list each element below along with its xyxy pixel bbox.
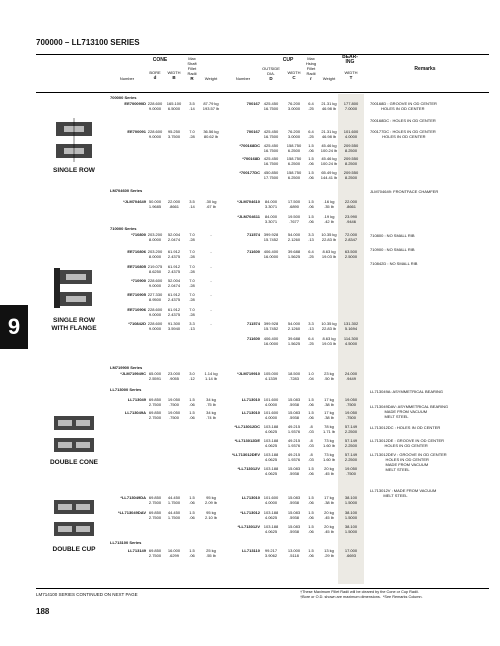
bearing-width-cell: 57.149 2.2500 <box>344 424 358 434</box>
cone-weight-cell: - <box>210 232 212 237</box>
outside-diameter-cell: 105.000 4.1339 <box>263 371 279 381</box>
bearing-width-cell: 177.800 7.0000 <box>343 101 359 111</box>
bearing-width-cell: 38.100 1.5000 <box>344 495 358 505</box>
cone-weight-cell: - <box>210 278 212 283</box>
housing-fillet-cell: 1.5 .06 <box>308 143 314 153</box>
bore-cell: 69.850 2.7500 <box>148 410 162 420</box>
outside-diameter-cell: 84.000 3.3071 <box>264 199 278 209</box>
shaft-fillet-cell: 3.5 .14 <box>189 101 195 111</box>
cup-weight-cell: 73 kg 1.60 lb <box>322 438 335 448</box>
cup-number-cell: LL713010 <box>241 397 260 402</box>
cone-weight-cell: - <box>210 321 212 326</box>
housing-fillet-cell: .8 .03 <box>308 424 314 434</box>
cup-weight-cell: .19 kg .42 lb <box>323 214 335 224</box>
cup-weight-cell: 21.31 kg 46.98 lb <box>321 101 337 111</box>
remark-text: LL713049DAV: ASYMMETRICAL BEARING MADE FROM VACUUM MELT STEEL <box>370 404 449 419</box>
cone-weight-cell: 34 kg .75 lb <box>206 397 216 407</box>
housing-fillet-cell: 1.5 .06 <box>308 170 314 180</box>
cup-weight-cell: 8.63 kg 19.03 lb <box>321 336 337 346</box>
housing-fillet-cell: 1.5 .06 <box>308 397 314 407</box>
cup-weight-cell: 17 kg .38 lb <box>324 397 334 407</box>
remark-text: 710900 : NO SMALL RIB <box>370 247 415 252</box>
shaft-fillet-cell: 7.0 .28 <box>189 292 195 302</box>
cup-width-cell: 54.000 2.1260 <box>287 321 301 331</box>
remark-text: LL713049A: ASYMMETRICAL BEARING <box>370 389 443 394</box>
cone-number-cell: *710800 <box>131 232 146 237</box>
bearing-width-cell: 131.302 5.1694 <box>343 321 359 331</box>
bearing-width-cell: 209.550 8.2500 <box>343 170 359 180</box>
cup-width-cell: 49.215 1.9376 <box>287 438 301 448</box>
bore-header: BORE d <box>149 70 161 80</box>
cup-weight-cell: 45.46 kg 100.24 lb <box>320 143 338 153</box>
shaft-fillet-cell: 7.0 .28 <box>189 129 195 139</box>
cup-number-cell: *JLM719910 <box>237 371 260 376</box>
cone-width-cell: 44.450 1.7500 <box>167 495 181 505</box>
cup-number-cell: *LL713012V <box>237 466 260 471</box>
outside-diameter-cell: 450.850 17.7500 <box>263 170 279 180</box>
bore-cell: 227.330 8.9500 <box>147 292 163 302</box>
outside-diameter-cell: 101.600 4.0000 <box>263 495 279 505</box>
series-heading: LL713100 Series <box>110 540 142 545</box>
shaft-fillet-cell: 7.0 .28 <box>189 249 195 259</box>
cup-width-cell: 15.083 .5938 <box>287 397 301 407</box>
cone-number-cell: *710842D <box>128 321 146 326</box>
single-row-flange-bearing-illustration <box>52 266 96 310</box>
cup-number-cell: *JLM704611 <box>237 214 260 219</box>
housing-fillet-cell: 1.5 .06 <box>308 466 314 476</box>
cone-width-cell: 91.300 3.5940 <box>167 321 181 331</box>
remark-text: 700168DC : HOLES IN OD CENTER <box>370 118 436 123</box>
cup-number-cell: *LL713012DEV <box>231 452 260 457</box>
outside-diameter-cell: 103.188 4.0625 <box>263 452 279 462</box>
cup-weight-cell: 10.35 kg 22.83 lb <box>321 232 337 242</box>
cone-width-cell: 52.004 2.0474 <box>167 232 181 242</box>
cup-number-cell: 700167 <box>246 101 260 106</box>
outside-diameter-cell: 103.188 4.0625 <box>263 510 279 520</box>
outside-diameter-cell: 399.928 15.7452 <box>263 232 279 242</box>
remark-text: 710800 : NO SMALL RIB <box>370 233 415 238</box>
cone-width-cell: 61.912 2.4375 <box>167 264 181 274</box>
cup-number-cell: *LL713012DC <box>234 424 260 429</box>
shaft-fillet-cell: 7.0 .28 <box>189 307 195 317</box>
cup-number-cell: *700168D <box>242 156 260 161</box>
bearing-width-cell: 24.000 .9449 <box>344 371 358 381</box>
cup-weight-cell: 78 kg 1.71 lb <box>322 424 335 434</box>
bearing-width-cell: 19.050 .7500 <box>344 410 358 420</box>
shaft-fillet-cell: 3.3 .13 <box>189 321 195 331</box>
bore-cell: 50.000 1.9685 <box>148 199 162 209</box>
bearing-width-cell: 209.550 8.2500 <box>343 156 359 166</box>
cone-number-cell: *JLM719949C <box>120 371 146 376</box>
remark-text: 700168D : GROOVE IN OD CENTER HOLES IN OD CENTER <box>370 101 437 111</box>
cup-width-cell: 158.750 6.2500 <box>286 156 302 166</box>
bore-cell: 69.850 2.7500 <box>148 495 162 505</box>
remark-text: LL713012DEV : GROOVE IN OD CENTER HOLES IN OD CENTER MADE FROM VACUUM MELT STEEL <box>370 452 447 472</box>
cone-width-cell: 61.912 2.4375 <box>167 249 181 259</box>
shaft-fillet-cell: 1.5 .06 <box>189 548 195 558</box>
housing-fillet-cell: 6.4 .25 <box>308 336 314 346</box>
cone-number-cell: EE710906 <box>127 307 146 312</box>
header-bottom-rule <box>36 92 489 93</box>
bore-cell: 65.000 2.5591 <box>148 371 162 381</box>
double-cup-bearing-illustration <box>52 498 96 538</box>
cone-width-cell: 44.450 1.7500 <box>167 510 181 520</box>
cone-weight-cell: - <box>210 264 212 269</box>
cone-number-cell: EE700090D <box>124 101 146 106</box>
housing-fillet-cell: 1.5 .06 <box>308 199 314 209</box>
cup-number-cell: *LL713012DE <box>234 438 260 443</box>
cone-weight-header: Weight <box>204 76 218 81</box>
cup-number-cell: *LL713012V <box>237 524 260 529</box>
cone-weight-cell: 87.79 kg 193.57 lb <box>202 101 220 111</box>
cone-number-cell: *JLM704649 <box>123 199 146 204</box>
cone-weight-cell: 95 kg 2.10 lb <box>204 510 217 520</box>
housing-fillet-cell: 3.3 .13 <box>308 321 314 331</box>
cup-number-cell: LL713010 <box>241 410 260 415</box>
shaft-fillet-cell: 7.0 .28 <box>189 264 195 274</box>
cone-number-cell: EE700091 <box>127 129 146 134</box>
bearing-width-cell: 57.149 2.2500 <box>344 452 358 462</box>
cone-weight-cell: - <box>210 292 212 297</box>
bore-cell: 69.850 2.7500 <box>148 397 162 407</box>
housing-fillet-cell: 3.3 .13 <box>308 232 314 242</box>
cone-weight-cell: 36.56 kg 80.62 lb <box>203 129 219 139</box>
bore-cell: 69.850 2.7500 <box>148 510 162 520</box>
bearing-width-cell: 72.000 2.8347 <box>344 232 358 242</box>
cone-width-cell: 95.250 3.7500 <box>167 129 181 139</box>
bearing-width-cell: 17.000 .6693 <box>344 548 358 558</box>
bearing-width-cell: 101.600 4.0000 <box>343 129 359 139</box>
outside-diameter-cell: 101.600 4.0000 <box>263 397 279 407</box>
cup-width-cell: 15.083 .5938 <box>287 510 301 520</box>
outside-diameter-cell: 406.400 16.0000 <box>263 249 279 259</box>
outside-diameter-cell: 84.000 3.3071 <box>264 214 278 224</box>
cup-width-cell: 158.750 6.2500 <box>286 170 302 180</box>
outside-diameter-cell: 103.188 4.0625 <box>263 466 279 476</box>
housing-fillet-cell: 1.5 .06 <box>308 214 314 224</box>
bearing-group-header: BEAR- ING <box>342 54 358 65</box>
cup-width-cell: 15.083 .5938 <box>287 495 301 505</box>
footer-rule <box>36 588 489 589</box>
outside-diameter-cell: 406.400 16.0000 <box>263 336 279 346</box>
housing-fillet-header: Max Hsing Fillet Radii r <box>305 56 317 81</box>
outside-diameter-cell: 425.450 16.7500 <box>263 101 279 111</box>
od-header: OUTSIDE DIA. D <box>262 66 280 81</box>
cup-number-cell: LL713010 <box>241 495 260 500</box>
shaft-fillet-cell: 7.0 .28 <box>189 278 195 288</box>
cup-weight-cell: 17 kg .38 lb <box>324 410 334 420</box>
remark-text: LL713012V : MADE FROM VACUUM MELT STEEL <box>370 488 437 498</box>
cup-number-header: Number <box>235 76 251 81</box>
cone-number-cell: LL713049 <box>127 397 146 402</box>
outside-diameter-cell: 103.188 4.0625 <box>263 424 279 434</box>
outside-diameter-cell: 103.188 4.0625 <box>263 438 279 448</box>
housing-fillet-cell: 6.4 .25 <box>308 101 314 111</box>
cup-weight-cell: 20 kg .45 lb <box>324 510 334 520</box>
cup-width-cell: 39.688 1.5625 <box>287 249 301 259</box>
section-label-double-cup: DOUBLE CUP <box>52 546 96 553</box>
cup-weight-header: Weight <box>322 76 336 81</box>
cup-width-cell: 49.215 1.9376 <box>287 452 301 462</box>
bearing-width-cell: 114.300 4.5000 <box>343 336 359 346</box>
cone-weight-cell: 34 kg .74 lb <box>206 410 216 420</box>
bore-cell: 203.200 8.0000 <box>147 232 163 242</box>
shaft-fillet-header: Max Shaft Fillet Radii R <box>187 56 197 81</box>
cup-weight-cell: 17 kg .38 lb <box>324 495 334 505</box>
cup-group-header: CUP <box>282 57 294 63</box>
cup-weight-cell: 23 kg .50 lb <box>324 371 334 381</box>
cone-weight-cell: - <box>210 249 212 254</box>
section-label-single-row: SINGLE ROW <box>53 167 95 174</box>
bearing-width-header: WIDTH T <box>344 70 358 80</box>
remark-text: LL713012DC : HOLES IN OD CENTER <box>370 425 441 430</box>
cone-width-cell: 19.050 .7500 <box>167 410 181 420</box>
cup-weight-cell: 65.49 kg 144.41 lb <box>320 170 338 180</box>
bore-cell: 228.600 9.0000 <box>147 307 163 317</box>
cone-group-header: CONE <box>152 57 168 63</box>
shaft-fillet-cell: 3.5 .14 <box>189 199 195 209</box>
bore-cell: 219.075 8.6250 <box>147 264 163 274</box>
cup-width-cell: 13.000 .5118 <box>287 548 301 558</box>
cup-number-cell: *700168DC <box>239 143 260 148</box>
housing-fillet-cell: 1.5 .06 <box>308 495 314 505</box>
outside-diameter-cell: 101.600 4.0000 <box>263 410 279 420</box>
outside-diameter-cell: 103.188 4.0625 <box>263 524 279 534</box>
outside-diameter-cell: 399.928 15.7452 <box>263 321 279 331</box>
cone-weight-cell: 1.14 kg 1.14 lb <box>204 371 218 381</box>
cup-weight-cell: 10.35 kg 22.83 lb <box>321 321 337 331</box>
cup-weight-cell: 45.46 kg 100.24 lb <box>320 156 338 166</box>
outside-diameter-cell: 99.217 3.9062 <box>264 548 278 558</box>
bearing-width-cell: 19.050 .7500 <box>344 466 358 476</box>
cup-weight-cell: 20 kg .45 lb <box>324 466 334 476</box>
shaft-fillet-cell: 1.5 .06 <box>189 510 195 520</box>
shaft-fillet-cell: 7.0 .28 <box>189 232 195 242</box>
cone-number-cell: EE710806 <box>127 249 146 254</box>
remark-text: 700177DC : HOLES IN OD CENTER HOLES IN OD CENTER <box>370 129 436 139</box>
shaft-fillet-cell: 1.5 .06 <box>189 495 195 505</box>
housing-fillet-cell: 1.5 .06 <box>308 510 314 520</box>
cup-width-cell: 17.500 .6890 <box>287 199 301 209</box>
section-tab: 9 <box>0 305 28 349</box>
cup-width-cell: 18.500 .7283 <box>287 371 301 381</box>
page-number: 188 <box>36 607 50 616</box>
bearing-width-cell: 22.000 .8661 <box>344 199 358 209</box>
cone-weight-cell: 95 kg 2.09 lb <box>204 495 217 505</box>
footnotes: †These Maximum Fillet Radii will be cleared by the Cone or Cup Radii. †Bore or O.D. shown are maximum dimensions. *See Remarks Column. <box>300 590 423 599</box>
cup-width-header: WIDTH C <box>287 70 301 80</box>
cone-width-cell: 19.050 .7500 <box>167 397 181 407</box>
width-header: WIDTH B <box>167 70 181 80</box>
shaft-fillet-cell: 3.0 .12 <box>189 371 195 381</box>
cone-width-cell: 165.100 6.5000 <box>166 101 182 111</box>
bore-cell: 228.600 9.0000 <box>147 321 163 331</box>
section-label-single-row-flange: SINGLE ROW WITH FLANGE <box>51 317 97 332</box>
cup-number-cell: 711600 <box>246 249 260 254</box>
cone-number-cell: EE710805 <box>127 264 146 269</box>
cup-number-cell: *700177DC <box>239 170 260 175</box>
cup-width-cell: 49.215 1.9376 <box>287 424 301 434</box>
cone-width-cell: 61.912 2.4375 <box>167 307 181 317</box>
cup-weight-cell: .16 kg .35 lb <box>323 199 335 209</box>
bearing-width-cell: 38.100 1.5000 <box>344 524 358 534</box>
cone-width-cell: 22.000 .8661 <box>167 199 181 209</box>
cup-weight-cell: 73 kg 1.60 lb <box>322 452 335 462</box>
cone-weight-cell: .30 kg .67 lb <box>205 199 217 209</box>
double-cone-bearing-illustration <box>52 414 96 454</box>
outside-diameter-cell: 425.450 16.7500 <box>263 129 279 139</box>
cup-number-cell: *LL713012 <box>240 510 260 515</box>
cup-number-cell: 711574 <box>246 232 260 237</box>
cone-number-header: Number <box>119 76 135 81</box>
cone-width-cell: 61.912 2.4375 <box>167 292 181 302</box>
cone-number-cell: EE710905 <box>127 292 146 297</box>
page-title: 700000 – LL713100 SERIES <box>36 38 140 47</box>
cup-width-cell: 39.688 1.5625 <box>287 336 301 346</box>
cup-width-cell: 19.500 .7677 <box>287 214 301 224</box>
bearing-width-cell: 209.550 8.2500 <box>343 143 359 153</box>
housing-fillet-cell: 1.5 .06 <box>308 156 314 166</box>
series-heading: LM719900 Series <box>110 365 143 370</box>
bore-cell: 228.600 9.0000 <box>147 129 163 139</box>
series-heading: 700000 Series <box>110 95 137 100</box>
cone-number-cell: LL713149 <box>127 548 146 553</box>
remark-text: JLM704649: FRONTFACE CHAMFER <box>370 189 439 194</box>
single-row-bearing-illustration <box>52 118 96 162</box>
header-top-rule <box>36 54 489 55</box>
cone-width-cell: 23.000 .9055 <box>167 371 181 381</box>
housing-fillet-cell: 1.0 .04 <box>308 371 314 381</box>
cup-width-cell: 158.750 6.2500 <box>286 143 302 153</box>
cup-width-cell: 76.200 3.0000 <box>287 129 301 139</box>
cup-number-cell: 700167 <box>246 129 260 134</box>
bearing-width-cell: 23.990 .9446 <box>344 214 358 224</box>
cup-width-cell: 54.000 2.1260 <box>287 232 301 242</box>
shaft-fillet-cell: 1.5 .06 <box>189 397 195 407</box>
bore-cell: 228.600 9.0000 <box>147 278 163 288</box>
cone-number-cell: *LL713049DAV <box>118 510 146 515</box>
cup-width-cell: 15.083 .5938 <box>287 466 301 476</box>
outside-diameter-cell: 425.450 16.7500 <box>263 156 279 166</box>
cone-number-cell: *710900 <box>131 278 146 283</box>
cup-width-cell: 15.083 .5938 <box>287 524 301 534</box>
cup-weight-cell: 20 kg .45 lb <box>324 524 334 534</box>
bore-cell: 203.200 8.0000 <box>147 249 163 259</box>
bore-cell: 69.850 2.7500 <box>148 548 162 558</box>
bearing-width-cell: 19.050 .7500 <box>344 397 358 407</box>
cone-number-cell: *LL713049DA <box>120 495 146 500</box>
series-heading: LM704600 Series <box>110 188 143 193</box>
housing-fillet-cell: 1.5 .06 <box>308 410 314 420</box>
cone-width-cell: 52.004 2.0474 <box>167 278 181 288</box>
remark-text: LL713012DE : GROOVE IN OD CENTER HOLES IN OD CENTER <box>370 438 445 448</box>
cup-weight-cell: 8.63 kg 19.03 lb <box>321 249 337 259</box>
cup-weight-cell: 21.31 kg 46.98 lb <box>321 129 337 139</box>
cone-weight-cell: - <box>210 307 212 312</box>
outside-diameter-cell: 425.450 16.7500 <box>263 143 279 153</box>
cone-width-cell: 16.000 .6299 <box>167 548 181 558</box>
shaft-fillet-cell: 1.5 .06 <box>189 410 195 420</box>
cup-number-cell: *JLM704610 <box>237 199 260 204</box>
cone-number-cell: LL713049A <box>124 410 146 415</box>
housing-fillet-cell: 6.4 .25 <box>308 249 314 259</box>
housing-fillet-cell: 6.4 .25 <box>308 129 314 139</box>
continued-note: LM714100 SERIES CONTINUED ON NEXT PAGE <box>36 592 138 597</box>
cup-width-cell: 15.083 .5938 <box>287 410 301 420</box>
cone-weight-cell: 25 kg .55 lb <box>206 548 216 558</box>
bearing-width-cell: 63.500 2.5000 <box>344 249 358 259</box>
housing-fillet-cell: 1.5 .06 <box>308 548 314 558</box>
remarks-header: Remarks <box>414 66 436 72</box>
bore-cell: 228.600 9.0000 <box>147 101 163 111</box>
series-heading: LL713000 Series <box>110 387 142 392</box>
remark-text: 710842D : NO SMALL RIB <box>370 261 418 266</box>
bearing-width-cell: 38.100 1.5000 <box>344 510 358 520</box>
cup-number-cell: LL713110 <box>241 548 260 553</box>
bearing-width-cell: 57.149 2.2500 <box>344 438 358 448</box>
cup-number-cell: 711574 <box>246 321 260 326</box>
cup-number-cell: 711600 <box>246 336 260 341</box>
housing-fillet-cell: .8 .03 <box>308 452 314 462</box>
section-label-double-cone: DOUBLE CONE <box>49 459 99 466</box>
housing-fillet-cell: 1.5 .06 <box>308 524 314 534</box>
housing-fillet-cell: .8 .03 <box>308 438 314 448</box>
cup-weight-cell: 13 kg .29 lb <box>324 548 334 558</box>
series-heading: 710000 Series <box>110 226 137 231</box>
cup-width-cell: 76.200 3.0000 <box>287 101 301 111</box>
